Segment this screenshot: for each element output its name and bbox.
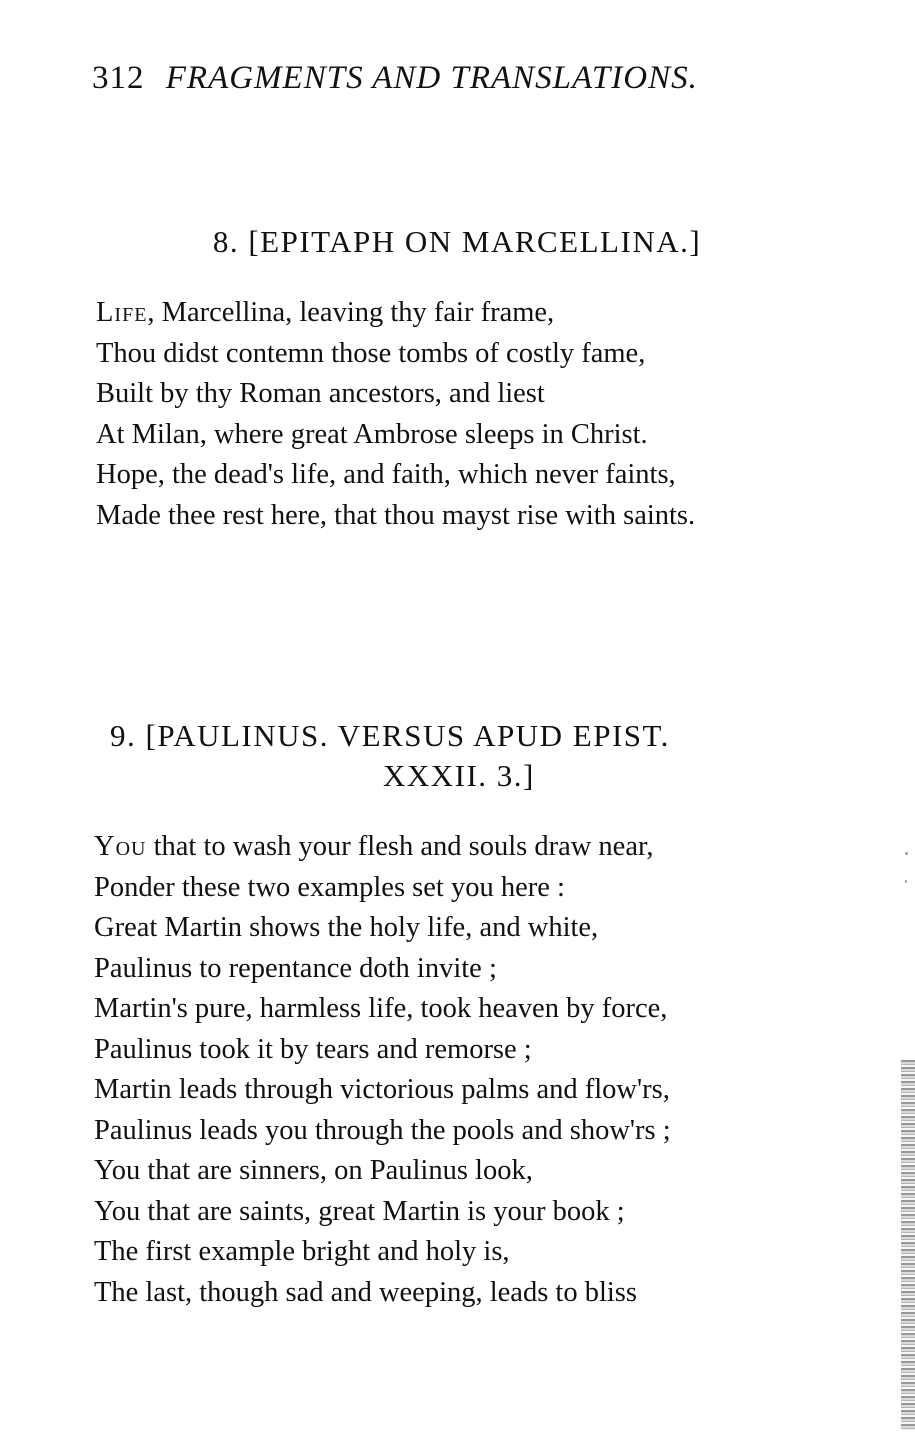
first-word: Life — [96, 297, 148, 328]
poem-line: Paulinus took it by tears and remorse ; — [94, 1033, 532, 1065]
poem-line: The last, though sad and weeping, leads to bliss — [94, 1276, 637, 1308]
poem-line: Hope, the dead's life, and faith, which never faints, — [96, 459, 676, 490]
poem-line: Martin leads through victorious palms and flow'rs, — [94, 1074, 670, 1105]
running-head — [92, 60, 698, 97]
poem-line: You that are saints, great Martin is your book ; — [94, 1195, 625, 1227]
poem-line: You that are sinners, on Paulinus look, — [94, 1155, 533, 1186]
poem-line — [94, 827, 874, 868]
running-title: FRAGMENTS AND TRANSLATIONS. — [165, 60, 698, 96]
first-line-rest: that to wash your flesh and souls draw near, — [146, 831, 654, 862]
section-9-heading-line-1: 9. [PAULINUS. VERSUS APUD EPIST. — [110, 718, 670, 753]
poem-line: Great Martin shows the holy life, and white, — [94, 912, 599, 943]
first-word: You — [94, 831, 147, 862]
poem-line: The first example bright and holy is, — [94, 1236, 510, 1267]
poem-line: Built by thy Roman ancestors, and liest — [96, 378, 545, 409]
section-9-poem — [94, 827, 874, 1313]
first-line-rest: , Marcellina, leaving thy fair frame, — [147, 297, 555, 328]
poem-line: Martin's pure, harmless life, took heaven by force, — [94, 993, 668, 1024]
poem-line: At Milan, where great Ambrose sleeps in Christ. — [96, 418, 648, 450]
paper-speck — [905, 880, 907, 883]
poem-line: Thou didst contemn those tombs of costly fame, — [96, 337, 646, 369]
binding-edge — [901, 1060, 915, 1430]
poem-line: Paulinus leads you through the pools and show'rs ; — [94, 1114, 671, 1146]
poem-line: Paulinus to repentance doth invite ; — [94, 952, 497, 984]
paper-speck — [905, 852, 908, 855]
poem-line: Made thee rest here, that thou mayst rise with saints. — [96, 499, 696, 531]
page-number: 312 — [92, 60, 145, 96]
section-9-heading-line-2: XXXII. 3.] — [383, 758, 535, 793]
section-8-poem — [96, 293, 876, 536]
poem-line — [96, 293, 876, 334]
poem-line: Ponder these two examples set you here : — [94, 871, 565, 903]
section-8-heading: 8. [EPITAPH ON MARCELLINA.] — [212, 224, 702, 259]
